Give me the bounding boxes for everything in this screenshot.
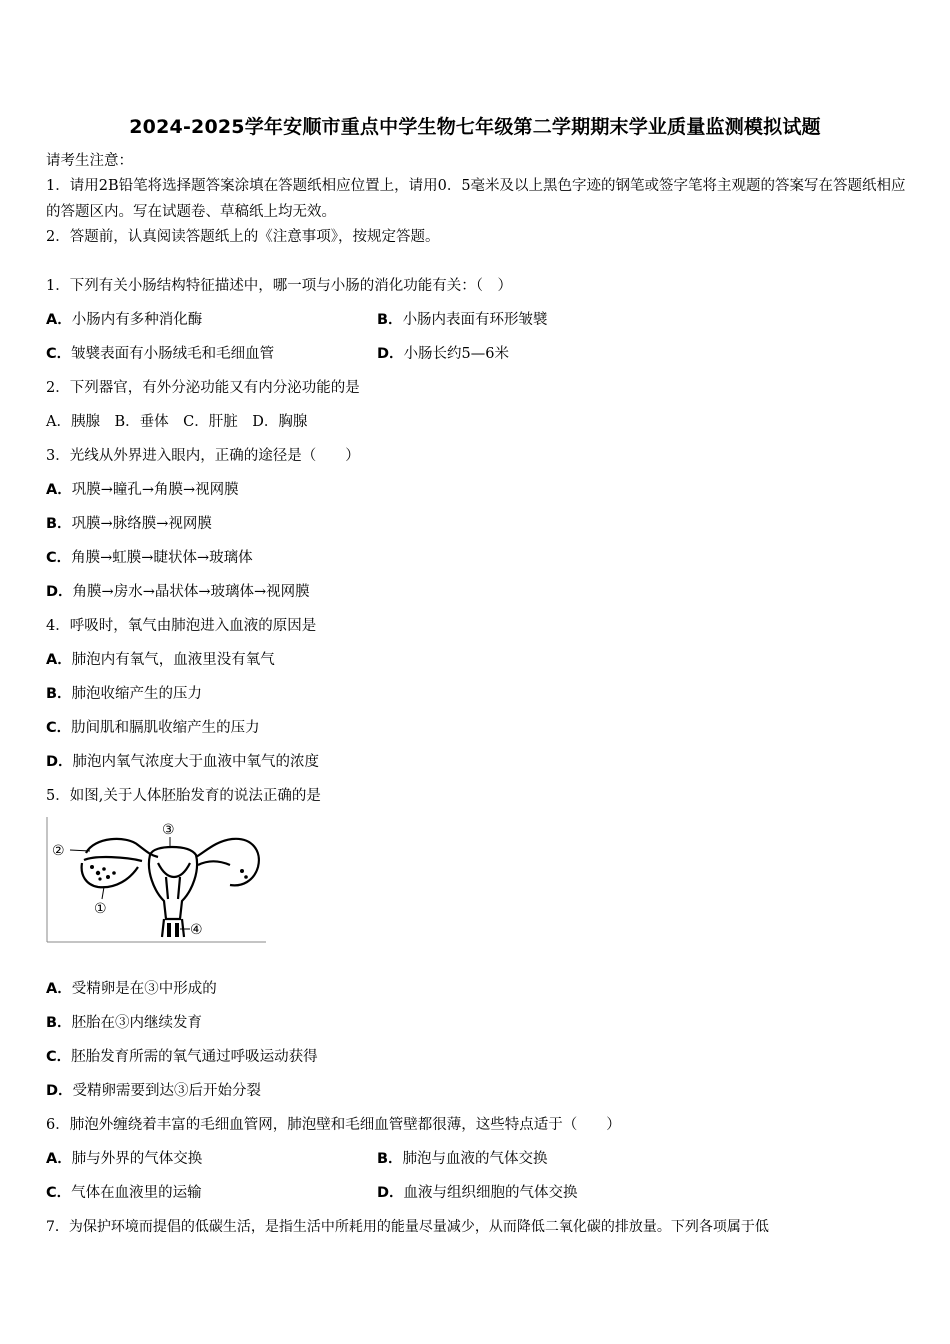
q4-option-d: [46, 752, 319, 772]
q6-option-b: [377, 1149, 548, 1169]
q5-option-c: [46, 1047, 318, 1067]
q7-stem: 7．为保护环境而提倡的低碳生活，是指生活中所耗用的能量尽量减少，从而降低二氧化碳的排放量。下列各项属于低: [46, 1219, 769, 1235]
q1-option-b: [377, 310, 548, 330]
notice-heading: 请考生注意：: [46, 153, 133, 169]
uterus-diagram: [46, 815, 268, 943]
q6-option-c-label: C．: [46, 1185, 72, 1201]
q5-option-c-text: 胚胎发育所需的氧气通过呼吸运动获得: [71, 1049, 318, 1065]
q5-option-b-text: 胚胎在③内继续发育: [71, 1015, 203, 1031]
figure-label-4: ④: [190, 922, 203, 938]
q1-stem: 1．下列有关小肠结构特征描述中，哪一项与小肠的消化功能有关：（ ）: [46, 278, 512, 294]
q5-option-d: [46, 1081, 261, 1101]
q5-option-b: [46, 1013, 202, 1033]
q4-option-c: [46, 718, 260, 738]
q5-stem: 5．如图,关于人体胚胎发育的说法正确的是: [46, 788, 321, 804]
q1-option-d-label: D．: [377, 346, 404, 362]
q1-option-d: [377, 344, 509, 364]
q4-stem: 4．呼吸时，氧气由肺泡进入血液的原因是: [46, 618, 317, 634]
q4-option-a-text: 肺泡内有氧气，血液里没有氧气: [71, 652, 275, 668]
figure-label-1: ①: [94, 901, 107, 917]
q1-option-d-text: 小肠长约5—6米: [403, 346, 509, 362]
q3-option-b-text: 巩膜→脉络膜→视网膜: [71, 516, 212, 532]
q4-option-c-label: C．: [46, 720, 72, 736]
q4-option-d-text: 肺泡内氧气浓度大于血液中氧气的浓度: [72, 754, 320, 770]
q6-option-a-label: A．: [46, 1151, 72, 1167]
q1-option-b-text: 小肠内表面有环形皱襞: [402, 312, 548, 328]
notice-item-1: 1．请用2B铅笔将选择题答案涂填在答题纸相应位置上，请用0．5毫米及以上黑色字迹的钢笔或签字笔将主观题的答案写在答题纸相应的答题区内。写在试题卷、草稿纸上均无效。: [46, 178, 906, 220]
q6-option-c-text: 气体在血液里的运输: [71, 1185, 202, 1201]
q1-option-a-text: 小肠内有多种消化酶: [71, 312, 203, 328]
q1-option-a: [46, 310, 202, 330]
q2-options: A．胰腺 B．垂体 C．肝脏 D．胸腺: [46, 414, 308, 430]
q5-option-a-text: 受精卵是在③中形成的: [71, 981, 217, 997]
q6-option-b-label: B．: [377, 1151, 403, 1167]
q3-option-d: [46, 582, 310, 602]
q5-option-a: [46, 979, 217, 999]
q3-option-a-text: 巩膜→瞳孔→角膜→视网膜: [71, 482, 239, 498]
q1-option-c-text: 皱襞表面有小肠绒毛和毛细血管: [71, 346, 275, 362]
q5-option-d-label: D．: [46, 1083, 73, 1099]
q6-option-d: [377, 1183, 578, 1203]
q6-option-c: [46, 1183, 202, 1203]
q6-option-a: [46, 1149, 202, 1169]
q1-option-c-label: C．: [46, 346, 72, 362]
q4-option-a: [46, 650, 275, 670]
q3-option-d-text: 角膜→房水→晶状体→玻璃体→视网膜: [72, 584, 310, 600]
q4-option-b-label: B．: [46, 686, 72, 702]
q4-option-c-text: 肋间肌和膈肌收缩产生的压力: [71, 720, 260, 736]
q3-option-a-label: A．: [46, 482, 72, 498]
q4-option-a-label: A．: [46, 652, 72, 668]
q6-option-b-text: 肺泡与血液的气体交换: [402, 1151, 548, 1167]
q3-option-b-label: B．: [46, 516, 72, 532]
q5-option-b-label: B．: [46, 1015, 72, 1031]
q3-option-c: [46, 548, 253, 568]
q3-option-a: [46, 480, 239, 500]
q3-option-c-text: 角膜→虹膜→睫状体→玻璃体: [71, 550, 253, 566]
q4-option-b-text: 肺泡收缩产生的压力: [71, 686, 203, 702]
figure-label-3: ③: [162, 822, 175, 838]
q5-option-a-label: A．: [46, 981, 72, 997]
q3-option-b: [46, 514, 212, 534]
figure-label-2: ②: [52, 843, 65, 859]
q3-option-c-label: C．: [46, 550, 72, 566]
q4-option-b: [46, 684, 202, 704]
q4-option-d-label: D．: [46, 754, 73, 770]
page-title: 2024-2025学年安顺市重点中学生物七年级第二学期期末学业质量监测模拟试题: [129, 116, 821, 138]
q6-option-d-label: D．: [377, 1185, 404, 1201]
q1-option-b-label: B．: [377, 312, 403, 328]
q5-option-c-label: C．: [46, 1049, 72, 1065]
q3-option-d-label: D．: [46, 584, 73, 600]
q2-stem: 2．下列器官，有外分泌功能又有内分泌功能的是: [46, 380, 360, 396]
q1-option-c: [46, 344, 274, 364]
q6-option-d-text: 血液与组织细胞的气体交换: [403, 1185, 578, 1201]
q6-stem: 6．肺泡外缠绕着丰富的毛细血管网，肺泡壁和毛细血管壁都很薄，这些特点适于（ ）: [46, 1117, 621, 1133]
q5-option-d-text: 受精卵需要到达③后开始分裂: [72, 1083, 262, 1099]
q6-option-a-text: 肺与外界的气体交换: [71, 1151, 203, 1167]
q1-option-a-label: A．: [46, 312, 72, 328]
q3-stem: 3．光线从外界进入眼内，正确的途径是（ ）: [46, 448, 360, 464]
notice-item-2: 2．答题前，认真阅读答题纸上的《注意事项》，按规定答题。: [46, 229, 440, 245]
